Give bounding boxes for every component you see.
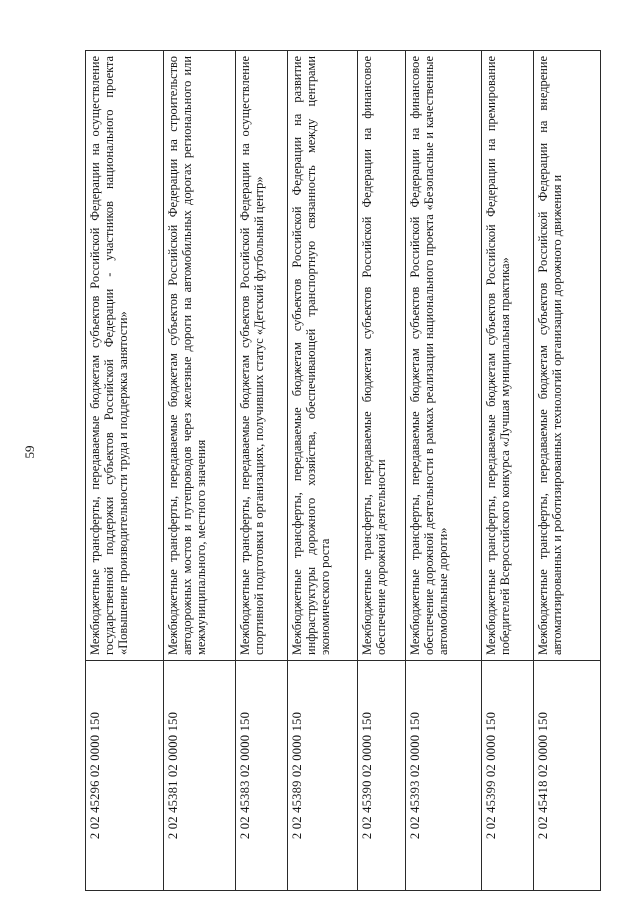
budget-code-cell: 2 02 45389 02 0000 150 xyxy=(288,661,358,891)
table-row xyxy=(236,51,288,891)
table-row xyxy=(534,51,601,891)
budget-code-cell: 2 02 45383 02 0000 150 xyxy=(236,661,288,891)
table-row xyxy=(482,51,534,891)
description-cell: Межбюджетные трансферты, передаваемые бюджетам субъектов Российской Федерации на финансовое обеспечение дорожной деятельности в рамках реализации национального проекта «Безопасные и качественные автомобильные дороги» xyxy=(406,51,482,661)
budget-code-cell: 2 02 45296 02 0000 150 xyxy=(86,661,164,891)
table-row xyxy=(288,51,358,891)
rotated-table-container xyxy=(85,51,600,891)
budget-code-cell: 2 02 45399 02 0000 150 xyxy=(482,661,534,891)
description-cell: Межбюджетные трансферты, передаваемые бюджетам субъектов Российской Федерации на финансовое обеспечение дорожной деятельности xyxy=(358,51,406,661)
table-row xyxy=(406,51,482,891)
table-row xyxy=(86,51,164,891)
table-row xyxy=(358,51,406,891)
description-cell: Межбюджетные трансферты, передаваемые бюджетам субъектов Российской Федерации на строительство автодорожных мостов и путепроводов через железные дороги на автомобильных дорогах регионального или межмуниципального, местного значения xyxy=(164,51,236,661)
transfers-table xyxy=(85,50,601,891)
page-number: 59 xyxy=(22,445,37,459)
budget-code-cell: 2 02 45418 02 0000 150 xyxy=(534,661,601,891)
description-cell: Межбюджетные трансферты, передаваемые бюджетам субъектов Российской Федерации на развитие инфраструктуры дорожного хозяйства, обеспечивающей транспортную связанность между центрами экономического роста xyxy=(288,51,358,661)
budget-code-cell: 2 02 45390 02 0000 150 xyxy=(358,661,406,891)
description-cell: Межбюджетные трансферты, передаваемые бюджетам субъектов Российской Федерации на премирование победителей Всероссийского конкурса «Лучшая муниципальная практика» xyxy=(482,51,534,661)
budget-code-cell: 2 02 45393 02 0000 150 xyxy=(406,661,482,891)
description-cell: Межбюджетные трансферты, передаваемые бюджетам субъектов Российской Федерации на внедрение автоматизированных и роботизированных технологий организации дорожного движения и xyxy=(534,51,601,661)
description-cell: Межбюджетные трансферты, передаваемые бюджетам субъектов Российской Федерации на осуществление государственной поддержки субъектов Российской Федерации - участников национального проекта «Повышение производительности труда и поддержка занятости» xyxy=(86,51,164,661)
description-cell: Межбюджетные трансферты, передаваемые бюджетам субъектов Российской Федерации на осуществление спортивной подготовки в организациях, получивших статус «Детский футбольный центр» xyxy=(236,51,288,661)
budget-code-cell: 2 02 45381 02 0000 150 xyxy=(164,661,236,891)
table-row xyxy=(164,51,236,891)
